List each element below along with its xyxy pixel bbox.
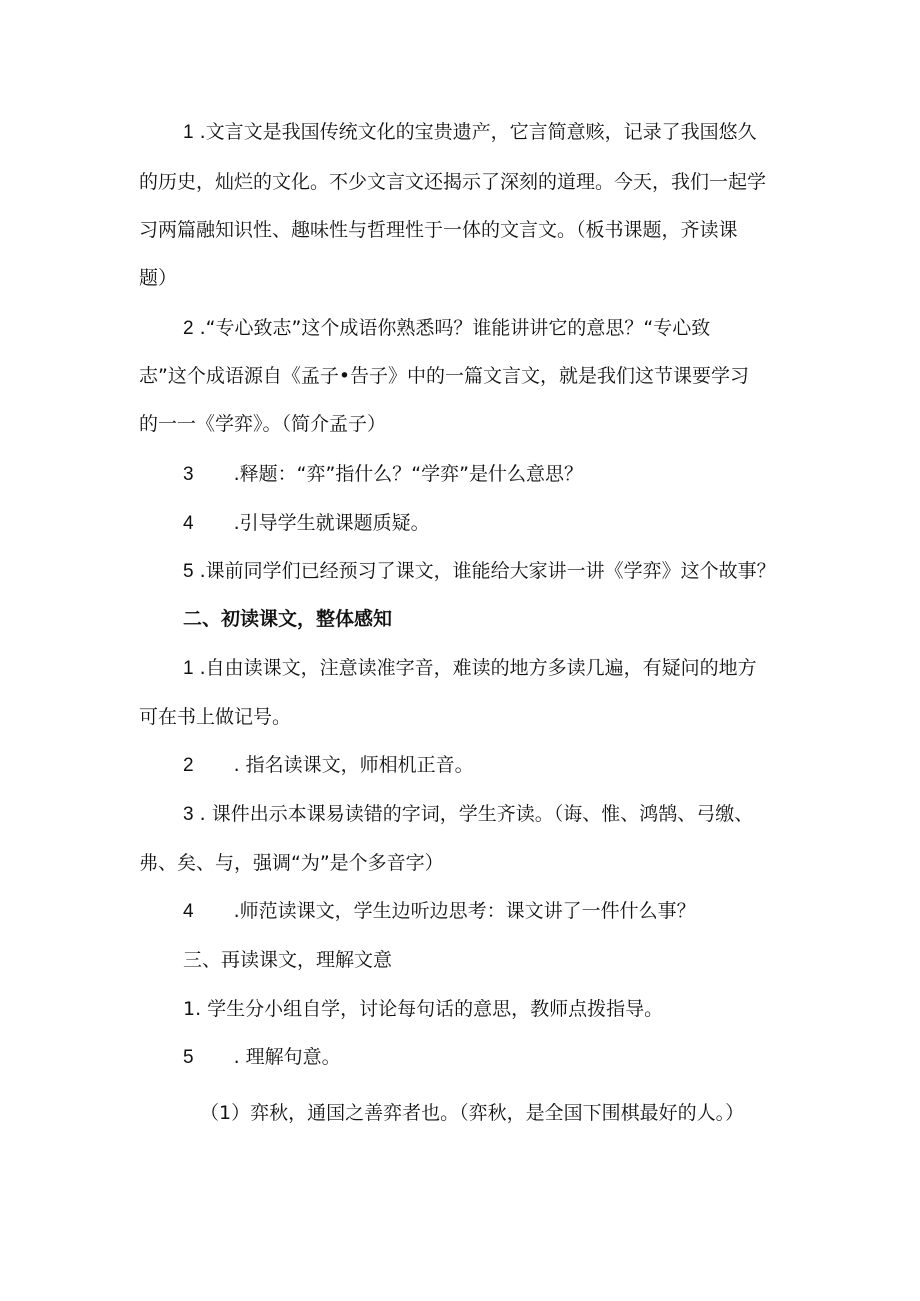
s1-item5-num: 5 — [183, 561, 194, 582]
s2-item3-line2: 弗、矣、与，强调“为”是个多音字） — [139, 852, 444, 874]
s1-item1-num: 1 — [183, 122, 194, 143]
s3-sub1-num: （1） — [200, 1102, 251, 1124]
s1-item2-line3: 的一一《学弈》。（简介孟子） — [139, 413, 387, 435]
s3-heading: 三、再读课文，理解文意 — [183, 949, 393, 971]
s2-item2-text: . 指名读课文，师相机正音。 — [233, 754, 474, 776]
s2-item4-text: .师范读课文，学生边听边思考：课文讲了一件什么事？ — [233, 900, 696, 922]
s1-item3-num: 3 — [183, 464, 194, 485]
s3-item1: 1. 学生分小组自学，讨论每句话的意思，教师点拨指导。 — [183, 998, 664, 1020]
s1-item2-text-1: .“专心致志”这个成语你熟悉吗？谁能讲讲它的意思？“专心致 — [199, 317, 711, 339]
s2-item2-num: 2 — [183, 755, 194, 776]
s3-sub1-text: 弈秋，通国之善弈者也。（弈秋，是全国下围棋最好的人。） — [250, 1102, 745, 1124]
s1-item1-line4: 题） — [139, 267, 178, 289]
s2-heading: 二、初读课文，整体感知 — [183, 608, 393, 630]
s1-item4 — [183, 510, 430, 537]
s2-item2 — [183, 752, 474, 779]
s1-item1-line1 — [183, 119, 757, 146]
s1-item2-line1 — [183, 315, 710, 342]
s1-item3 — [183, 461, 583, 488]
s2-item4 — [183, 898, 696, 925]
s1-item5 — [183, 558, 776, 585]
s1-item2-num: 2 — [183, 318, 194, 339]
s3-sub1 — [200, 1100, 744, 1126]
s1-item2-line2: 志”这个成语源自《孟子•告子》中的一篇文言文，就是我们这节课要学习 — [139, 365, 750, 387]
s2-item4-num: 4 — [183, 901, 194, 922]
s1-item1-text-1: .文言文是我国传统文化的宝贵遗产，它言简意赅，记录了我国悠久 — [199, 121, 757, 143]
s3-item5 — [183, 1044, 341, 1071]
s3-item5-num: 5 — [183, 1047, 194, 1068]
s3-item5-text: . 理解句意。 — [233, 1046, 341, 1068]
s2-item1-line2: 可在书上做记号。 — [139, 706, 292, 728]
s2-item3-num: 3 — [183, 804, 194, 825]
s2-item1-num: 1 — [183, 658, 194, 679]
s2-item3-text-1: . 课件出示本课易读错的字词，学生齐读。（诲、惟、鸿鹄、弓缴、 — [199, 803, 754, 825]
s1-item1-line3: 习两篇融知识性、趣味性与哲理性于一体的文言文。（板书课题，齐读课 — [139, 219, 738, 241]
s1-item4-num: 4 — [183, 513, 194, 534]
s2-item1-line1 — [183, 655, 757, 682]
s2-item3-line1 — [183, 801, 753, 828]
s1-item5-text: .课前同学们已经预习了课文，谁能给大家讲一讲《学弈》这个故事？ — [199, 560, 776, 582]
s2-item1-text-1: .自由读课文，注意读准字音，难读的地方多读几遍，有疑问的地方 — [199, 657, 757, 679]
s1-item1-line2: 的历史，灿烂的文化。不少文言文还揭示了深刻的道理。今天，我们一起学 — [139, 171, 767, 193]
s1-item4-text: .引导学生就课题质疑。 — [233, 512, 430, 534]
s1-item3-text: .释题：“弈”指什么？“学弈”是什么意思？ — [233, 463, 583, 485]
